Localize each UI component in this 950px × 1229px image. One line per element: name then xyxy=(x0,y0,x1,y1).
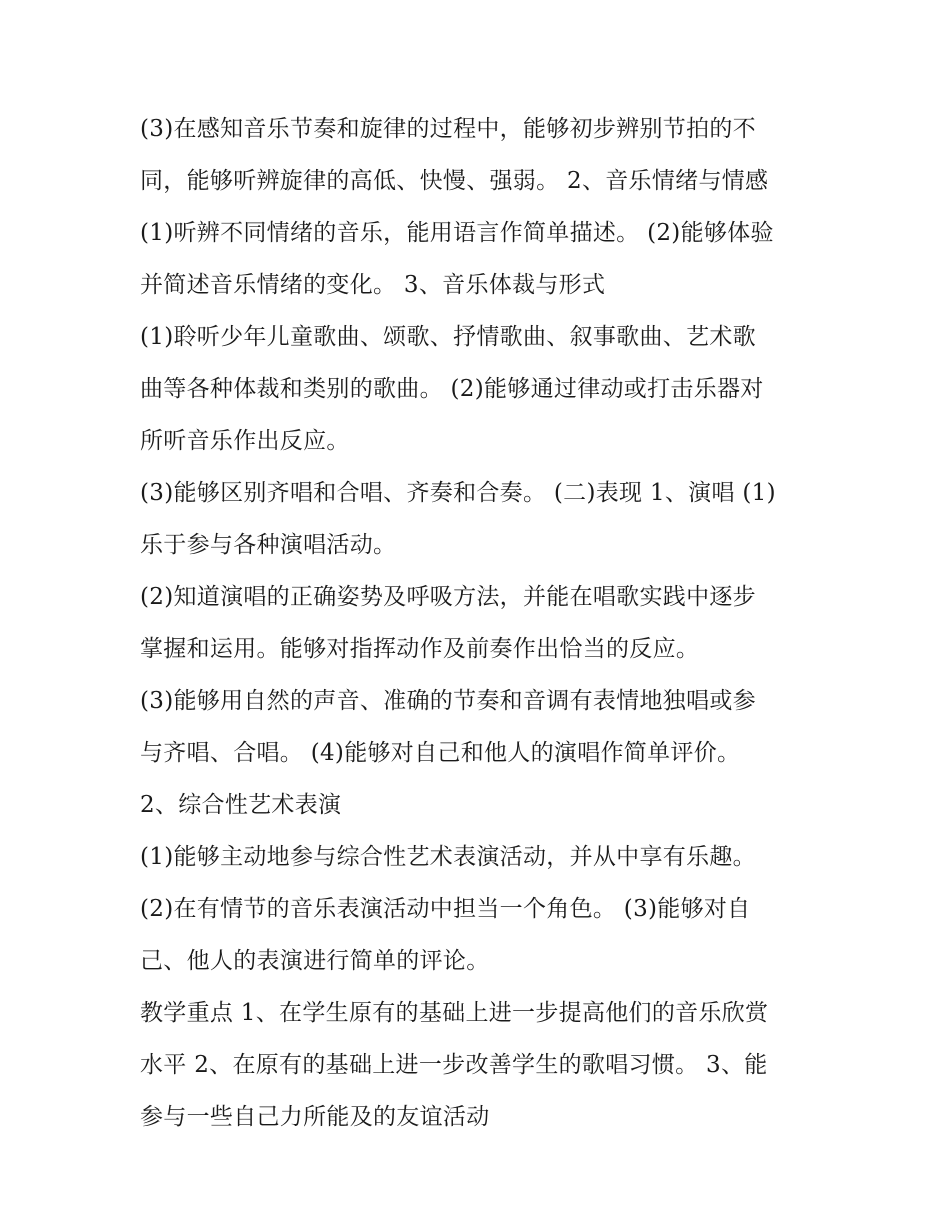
text-line: 己、他人的表演进行简单的评论。 xyxy=(140,948,490,974)
text-line: 所听音乐作出反应。 xyxy=(140,428,350,454)
text-line: 并简述音乐情绪的变化。 3、音乐体裁与形式 xyxy=(140,272,606,298)
text-line: 同，能够听辨旋律的高低、快慢、强弱。 2、音乐情绪与情感 xyxy=(140,168,769,194)
text-line: (3)能够用自然的声音、准确的节奏和音调有表情地独唱或参 xyxy=(140,688,756,714)
text-line: 2、综合性艺术表演 xyxy=(140,792,342,818)
text-line: 参与一些自己力所能及的友谊活动 xyxy=(140,1104,490,1130)
text-line: (1)能够主动地参与综合性艺术表演活动，并从中享有乐趣。 xyxy=(140,844,756,870)
text-line: 掌握和运用。能够对指挥动作及前奏作出恰当的反应。 xyxy=(140,636,700,662)
text-line: 曲等各种体裁和类别的歌曲。 (2)能够通过律动或打击乐器对 xyxy=(140,376,764,402)
text-line: (1)听辨不同情绪的音乐，能用语言作简单描述。 (2)能够体验 xyxy=(140,220,774,246)
text-line: (3)在感知音乐节奏和旋律的过程中，能够初步辨别节拍的不 xyxy=(140,116,756,142)
text-line: 水平 2、在原有的基础上进一步改善学生的歌唱习惯。 3、能 xyxy=(140,1052,768,1078)
text-line: 与齐唱、合唱。 (4)能够对自己和他人的演唱作简单评价。 xyxy=(140,740,741,766)
text-line: (2)知道演唱的正确姿势及呼吸方法，并能在唱歌实践中逐步 xyxy=(140,584,756,610)
document-body xyxy=(140,103,820,1143)
text-line: 乐于参与各种演唱活动。 xyxy=(140,532,397,558)
text-line: (3)能够区别齐唱和合唱、齐奏和合奏。 (二)表现 1、演唱 (1) xyxy=(140,480,776,506)
text-line: 教学重点 1、在学生原有的基础上进一步提高他们的音乐欣赏 xyxy=(140,1000,769,1026)
text-line: (2)在有情节的音乐表演活动中担当一个角色。 (3)能够对自 xyxy=(140,896,751,922)
text-line: (1)聆听少年儿童歌曲、颂歌、抒情歌曲、叙事歌曲、艺术歌 xyxy=(140,324,756,350)
